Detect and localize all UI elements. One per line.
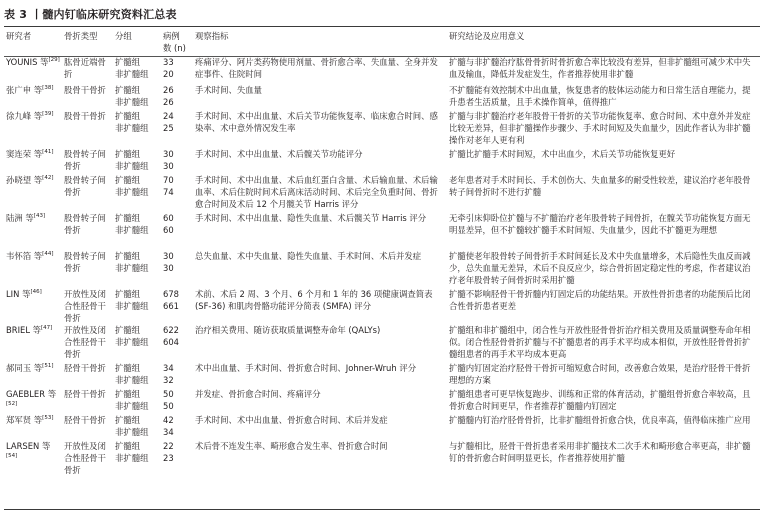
cell-group	[113, 388, 161, 414]
cell-conclusion: 扩髓比扩髓手术时间短，术中出血少，术后关节功能恢复更好	[449, 149, 676, 159]
table-row	[4, 212, 760, 250]
cell-group	[113, 414, 161, 440]
cell-case-count	[161, 250, 193, 288]
cell-case-count	[161, 110, 193, 148]
table-title: 表 3 丨髓内钉临床研究资料汇总表	[4, 8, 177, 21]
cell-fracture-type: 胫骨干骨折	[64, 389, 106, 399]
cell-indicators: 手术时间、术中出血量、骨折愈合时间、术后并发症	[195, 415, 388, 425]
cell-fracture-type: 股骨干骨折	[64, 111, 106, 121]
table-row	[4, 110, 760, 148]
cell-conclusion: 扩髓与非扩髓治疗肱骨骨折时骨折愈合率比较没有差异，但非扩髓组可减少术中失血及输血，降低并发症发生，作者推荐使用非扩髓	[449, 57, 751, 79]
reference-number: [41]	[42, 149, 54, 156]
cell-group	[113, 56, 161, 84]
author-name: YOUNIS 等	[6, 57, 49, 67]
group-unreamed: 非扩髓组	[115, 263, 149, 273]
table-row	[4, 84, 760, 110]
cell-indicators: 术后骨不连发生率、畸形愈合发生率、骨折愈合时间	[195, 441, 388, 451]
cell-fracture-type: 股骨干骨折	[64, 85, 106, 95]
author-name: BRIEL 等	[6, 325, 42, 335]
count-unreamed: 23	[163, 453, 174, 463]
group-reamed: 扩髓组	[115, 213, 141, 223]
count-unreamed: 30	[163, 263, 174, 273]
count-unreamed: 20	[163, 69, 174, 79]
cell-case-count	[161, 174, 193, 212]
group-reamed: 扩髓组	[115, 289, 141, 299]
group-unreamed: 非扩髓组	[115, 69, 149, 79]
reference-number: [46]	[30, 289, 42, 296]
cell-group	[113, 440, 161, 476]
author-name: 陆洲 等	[6, 213, 34, 223]
cell-group	[113, 250, 161, 288]
reference-number: [29]	[48, 57, 60, 64]
count-reamed: 33	[163, 57, 174, 67]
table-row	[4, 388, 760, 414]
cell-case-count	[161, 362, 193, 388]
count-reamed: 30	[163, 251, 174, 261]
header-case-count-line1: 病例	[163, 31, 180, 41]
cell-author	[4, 250, 62, 288]
clinical-studies-table	[4, 30, 760, 476]
header-author: 研究者	[6, 31, 32, 41]
table-row	[4, 148, 760, 174]
cell-case-count	[161, 414, 193, 440]
author-name: 张广申 等	[6, 85, 43, 95]
group-unreamed: 非扩髓组	[115, 225, 149, 235]
author-name: GAEBLER 等	[6, 389, 57, 399]
cell-conclusion: 扩髓内钉固定治疗胫骨干骨折可缩短愈合时间，改善愈合效果，是治疗胫骨干骨折理想的方案	[449, 363, 751, 385]
cell-case-count	[161, 56, 193, 84]
cell-author	[4, 84, 62, 110]
header-fracture-type: 骨折类型	[64, 31, 98, 41]
reference-number: [54]	[6, 453, 18, 460]
cell-fracture-type: 股骨转子间骨折	[64, 175, 106, 197]
reference-number: [51]	[42, 363, 54, 370]
cell-case-count	[161, 388, 193, 414]
cell-group	[113, 110, 161, 148]
count-reamed: 60	[163, 213, 174, 223]
group-reamed: 扩髓组	[115, 85, 141, 95]
group-unreamed: 非扩髓组	[115, 97, 149, 107]
cell-fracture-type: 开放性及闭合性胫骨干骨折	[64, 441, 106, 475]
header-conclusion: 研究结论及应用意义	[449, 31, 525, 41]
group-unreamed: 非扩髓组	[115, 123, 149, 133]
table-row	[4, 362, 760, 388]
table-body	[4, 56, 760, 476]
cell-fracture-type: 股骨转子间骨折	[64, 213, 106, 235]
group-reamed: 扩髓组	[115, 57, 141, 67]
cell-indicators: 术中出血量、手术时间、骨折愈合时间、Johner-Wruh 评分	[195, 363, 417, 373]
group-unreamed: 非扩髓组	[115, 427, 149, 437]
cell-author	[4, 148, 62, 174]
cell-author	[4, 440, 62, 476]
cell-case-count	[161, 288, 193, 324]
group-reamed: 扩髓组	[115, 251, 141, 261]
count-reamed: 42	[163, 415, 174, 425]
group-unreamed: 非扩髓组	[115, 301, 149, 311]
cell-case-count	[161, 324, 193, 362]
cell-group	[113, 212, 161, 250]
table-header-row	[4, 30, 760, 56]
count-reamed: 24	[163, 111, 174, 121]
count-unreamed: 661	[163, 301, 179, 311]
reference-number: [44]	[42, 251, 54, 258]
cell-group	[113, 362, 161, 388]
group-unreamed: 非扩髓组	[115, 187, 149, 197]
count-reamed: 30	[163, 149, 174, 159]
group-unreamed: 非扩髓组	[115, 401, 149, 411]
cell-fracture-type: 肱骨近端骨折	[64, 57, 106, 79]
table-row	[4, 174, 760, 212]
count-unreamed: 25	[163, 123, 174, 133]
cell-conclusion: 扩髓不影响胫骨干骨折髓内钉固定后的功能结果。开放性骨折患者的功能预后比闭合性骨折患者更差	[449, 289, 751, 311]
reference-number: [53]	[42, 415, 54, 422]
cell-group	[113, 324, 161, 362]
cell-indicators: 手术时间、术中出血量、隐性失血量、术后髋关节 Harris 评分	[195, 213, 427, 223]
count-reamed: 70	[163, 175, 174, 185]
header-case-count	[161, 30, 193, 56]
cell-author	[4, 212, 62, 250]
cell-indicators: 并发症、骨折愈合时间、疼痛评分	[195, 389, 321, 399]
count-unreamed: 74	[163, 187, 174, 197]
author-name: 窦连荣 等	[6, 149, 43, 159]
count-reamed: 22	[163, 441, 174, 451]
table-row	[4, 56, 760, 84]
bottom-rule	[4, 509, 760, 510]
cell-conclusion: 不扩髓能有效控制术中出血量，恢复患者的肢体运动能力和日常生活自理能力，提升患者生活质量，且手术操作简单，值得推广	[449, 85, 751, 107]
group-unreamed: 非扩髓组	[115, 161, 149, 171]
count-reamed: 34	[163, 363, 174, 373]
table-row	[4, 440, 760, 476]
header-case-count-line2: 数 (n)	[163, 43, 186, 53]
cell-author	[4, 362, 62, 388]
cell-indicators: 手术时间、术中出血量、术后关节功能恢复率、临床愈合时间、感染率、术中意外情况发生率	[195, 111, 438, 133]
author-name: LIN 等	[6, 289, 31, 299]
count-reamed: 678	[163, 289, 179, 299]
reference-number: [43]	[33, 213, 46, 220]
cell-conclusion: 扩髓髓内钉治疗胫骨骨折，比非扩髓组骨折愈合快，优良率高，值得临床推广应用	[449, 415, 751, 425]
cell-indicators: 总失血量、术中失血量、隐性失血量、手术时间、术后并发症	[195, 251, 422, 261]
count-unreamed: 32	[163, 375, 174, 385]
cell-case-count	[161, 148, 193, 174]
cell-author	[4, 56, 62, 84]
author-name: 韦怀箔 等	[6, 251, 43, 261]
author-name: LARSEN 等	[6, 441, 51, 451]
author-name: 徐九峰 等	[6, 111, 43, 121]
cell-fracture-type: 股骨转子间骨折	[64, 149, 106, 171]
cell-author	[4, 110, 62, 148]
cell-indicators: 术前、术后 2 周、3 个月、6 个月和 1 年的 36 项健康调查简表 (SF-36) 和肌肉骨骼功能评分简表 (SMFA) 评分	[195, 289, 433, 311]
cell-indicators: 手术时间、术中出血量、术后血红蛋白含量、术后输血量、术后输血率、术后住院时间术后离床活动时间、术后完全负重时间、骨折愈合时间及术后 12 个月髋关节 Harris 评分	[195, 175, 438, 209]
cell-group	[113, 148, 161, 174]
author-name: 孙晓望 等	[6, 175, 43, 185]
group-unreamed: 非扩髓组	[115, 337, 149, 347]
group-reamed: 扩髓组	[115, 149, 141, 159]
count-reamed: 50	[163, 389, 174, 399]
count-unreamed: 34	[163, 427, 174, 437]
group-reamed: 扩髓组	[115, 389, 141, 399]
cell-case-count	[161, 440, 193, 476]
table-row	[4, 324, 760, 362]
group-reamed: 扩髓组	[115, 175, 141, 185]
cell-indicators: 手术时间、术中出血量、术后髋关节功能评分	[195, 149, 363, 159]
cell-fracture-type: 开放性及闭合性胫骨干骨折	[64, 325, 106, 359]
count-unreamed: 60	[163, 225, 174, 235]
cell-group	[113, 84, 161, 110]
cell-conclusion: 扩髓组患者可更早恢复跑步、训练和正常的体育活动，扩髓组骨折愈合率较高，且骨折愈合时间更早，作者推荐扩髓髓内钉固定	[449, 389, 751, 411]
reference-number: [38]	[42, 85, 54, 92]
cell-case-count	[161, 212, 193, 250]
count-reamed: 622	[163, 325, 179, 335]
group-unreamed: 非扩髓组	[115, 375, 149, 385]
count-unreamed: 26	[163, 97, 174, 107]
cell-indicators: 手术时间、失血量	[195, 85, 262, 95]
table-row	[4, 250, 760, 288]
top-rule	[4, 26, 760, 27]
cell-group	[113, 288, 161, 324]
group-reamed: 扩髓组	[115, 111, 141, 121]
cell-conclusion: 扩髓组和非扩髓组中，闭合性与开放性胫骨骨折治疗相关费用及质量调整寿命年相似。闭合性胫骨骨折扩髓与不扩髓患者的再手术平均成本相似，开放性胫骨骨折扩髓组患者的再手术平均成本更高	[449, 325, 751, 359]
cell-case-count	[161, 84, 193, 110]
header-group: 分组	[115, 31, 132, 41]
cell-author	[4, 388, 62, 414]
table-row	[4, 414, 760, 440]
reference-number: [47]	[41, 325, 53, 332]
cell-indicators: 疼痛评分、阿片类药物使用剂量、骨折愈合率、失血量、全身并发症事件、住院时间	[195, 57, 438, 79]
cell-conclusion: 扩髓使老年股骨转子间骨折手术时间延长及术中失血量增多，术后隐性失血反而减少，总失血量无差异，术后不良反应少，综合骨折固定稳定性的考虑，作者建议治疗老年股骨转子间骨折时采用扩髓	[449, 251, 751, 285]
count-reamed: 26	[163, 85, 174, 95]
cell-conclusion: 与扩髓相比，胫骨干骨折患者采用非扩髓技术二次手术和畸形愈合率更高，非扩髓钉的骨折愈合时间明显更长，作者推荐使用扩髓	[449, 441, 751, 463]
count-unreamed: 30	[163, 161, 174, 171]
cell-conclusion: 老年患者对手术时间长、手术创伤大、失血量多的耐受性较差，建议治疗老年股骨转子间骨折时不进行扩髓	[449, 175, 751, 197]
cell-author	[4, 414, 62, 440]
table-row	[4, 288, 760, 324]
reference-number: [39]	[42, 111, 54, 118]
group-reamed: 扩髓组	[115, 363, 141, 373]
cell-author	[4, 288, 62, 324]
cell-indicators: 治疗相关费用、随访获取质量调整寿命年 (QALYs)	[195, 325, 381, 335]
reference-number: [42]	[42, 175, 54, 182]
cell-fracture-type: 开放性及闭合性胫骨干骨折	[64, 289, 106, 323]
reference-number: [52]	[6, 401, 18, 408]
cell-author	[4, 174, 62, 212]
cell-fracture-type: 股骨转子间骨折	[64, 251, 106, 273]
group-unreamed: 非扩髓组	[115, 453, 149, 463]
cell-fracture-type: 胫骨干骨折	[64, 415, 106, 425]
author-name: 郑军贤 等	[6, 415, 43, 425]
group-reamed: 扩髓组	[115, 415, 141, 425]
header-indicators: 观察指标	[195, 31, 229, 41]
group-reamed: 扩髓组	[115, 441, 141, 451]
cell-conclusion: 扩髓与非扩髓治疗老年股骨干骨折的关节功能恢复率、愈合时间、术中意外并发症比较无差异，但非扩髓操作步骤少、手术时间短及失血量少，因此作者认为非扩髓操作对老年人更有利	[449, 111, 751, 145]
author-name: 郝同玉 等	[6, 363, 43, 373]
cell-fracture-type: 胫骨干骨折	[64, 363, 106, 373]
cell-conclusion: 无牵引床仰卧位扩髓与不扩髓治疗老年股骨转子间骨折，在髋关节功能恢复方面无明显差异，但不扩髓较扩髓手术时间短、失血量少，因此不扩髓更为理想	[449, 213, 751, 235]
count-unreamed: 604	[163, 337, 179, 347]
cell-group	[113, 174, 161, 212]
count-unreamed: 50	[163, 401, 174, 411]
group-reamed: 扩髓组	[115, 325, 141, 335]
cell-author	[4, 324, 62, 362]
